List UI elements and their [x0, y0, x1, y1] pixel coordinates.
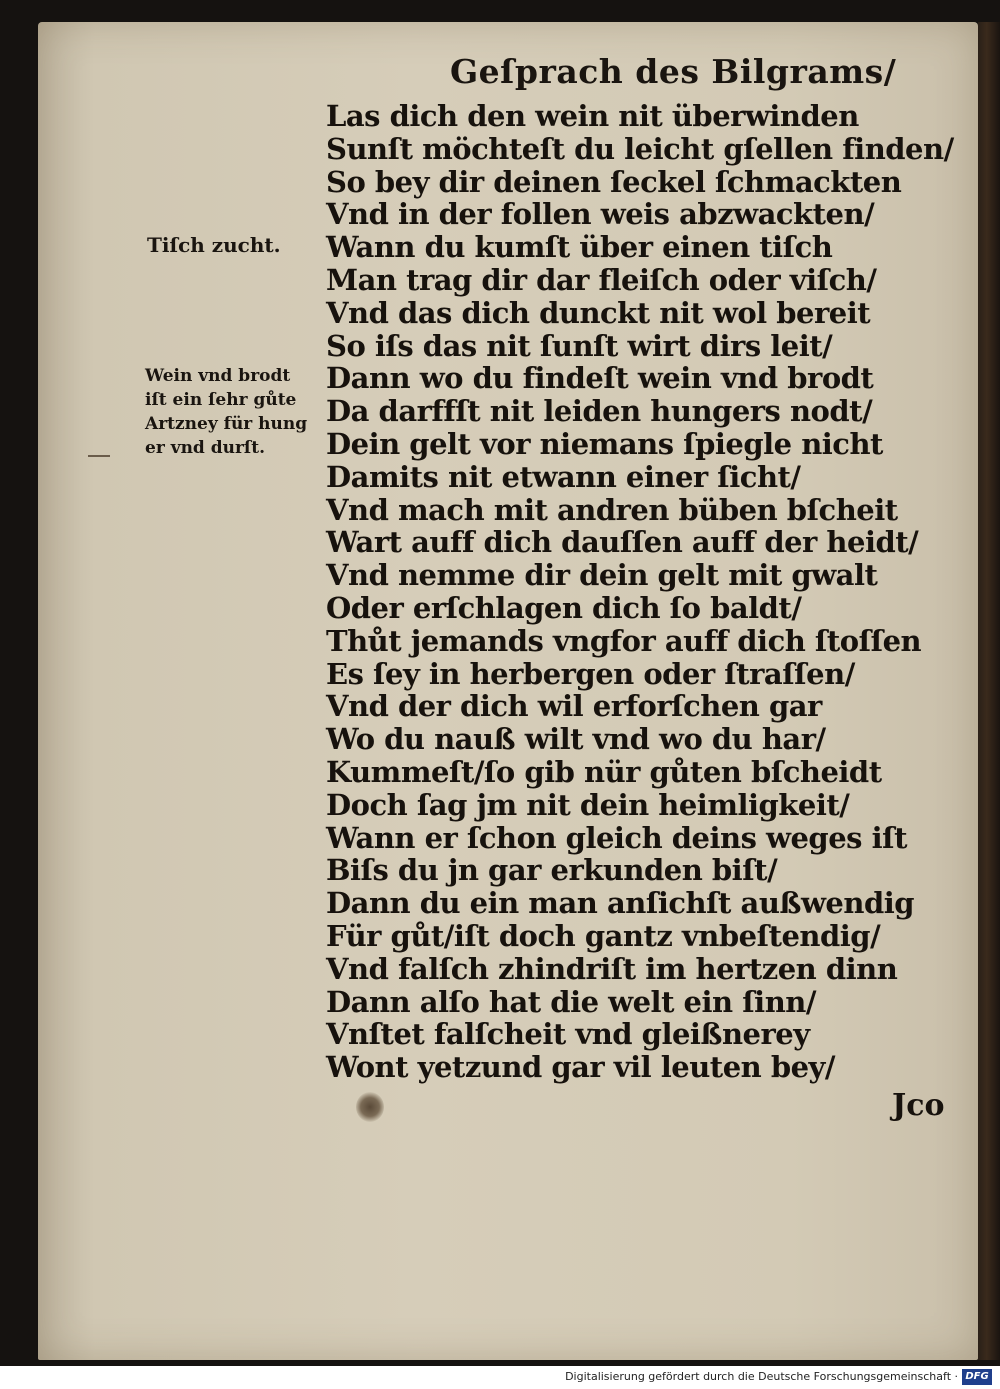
margin-mark — [88, 455, 110, 457]
verse-line: Man trag dir dar fleiſch oder viſch/ — [326, 262, 877, 297]
verse-line: Thůt jemands vngfor auff dich ſtoſſen — [326, 623, 922, 658]
verse-line: Dann wo du findeſt wein vnd brodt — [326, 361, 874, 396]
verse-line: Es ſey in herbergen oder ſtraſſen/ — [326, 656, 855, 691]
verse-line: Doch ſag jm nit dein heimligkeit/ — [326, 787, 850, 822]
verse-line: Vnſtet falſcheit vnd gleißnerey — [326, 1017, 810, 1052]
marginal-line: Wein vnd brodt — [145, 366, 291, 386]
verse-line: Vnd falſch zhindriſt im hertzen dinn — [326, 951, 898, 986]
verse-line: Dann du ein man anſichſt außwendig — [326, 886, 915, 921]
book-binding-edge — [978, 22, 1000, 1360]
verse-line: Wann er ſchon gleich deins weges iſt — [326, 820, 907, 855]
ink-stain — [356, 1092, 384, 1122]
verse-line: Wo du nauß wilt vnd wo du har/ — [326, 722, 826, 757]
verse-line: Vnd in der follen weis abzwackten/ — [326, 197, 875, 232]
verse-line: Vnd nemme dir dein gelt mit gwalt — [326, 558, 878, 593]
marginal-line: er vnd durſt. — [145, 438, 266, 458]
verse-line: Vnd der dich wil erforſchen gar — [326, 689, 822, 724]
verse-line: Für gůt/iſt doch gantz vnbeſtendig/ — [326, 918, 881, 953]
verse-line: Kummeſt/ſo gib nür gůten bſcheidt — [326, 754, 882, 789]
verse-line: So iſs das nit ſunſt wirt dirs leit/ — [326, 328, 833, 363]
verse-line: Wart auff dich dauſſen auff der heidt/ — [326, 525, 919, 560]
verse-line: Dein gelt vor niemans ſpiegle nicht — [326, 426, 883, 461]
marginal-note-tischzucht: Tiſch zucht. — [147, 233, 281, 257]
footer-bar — [0, 1366, 1000, 1389]
verse-line: Las dich den wein nit überwinden — [326, 99, 859, 133]
verse-text — [326, 100, 954, 1084]
verse-line: Vnd mach mit andren büben bſcheit — [326, 492, 898, 527]
marginal-line: iſt ein ſehr gůte — [145, 390, 297, 410]
verse-line: Vnd das dich dunckt nit wol bereit — [326, 295, 871, 330]
verse-line: So bey dir deinen ſeckel ſchmackten — [326, 164, 902, 199]
verse-line: Da darffſt nit leiden hungers nodt/ — [326, 394, 873, 429]
running-head: Geſprach des Bilgrams/ — [450, 52, 897, 91]
verse-line: Sunſt möchteſt du leicht gſellen finden/ — [326, 131, 954, 166]
footer-credit: Digitalisierung gefördert durch die Deutsche Forschungsgemeinschaft · — [565, 1370, 958, 1383]
verse-line: Wann du kumſt über einen tiſch — [326, 230, 833, 265]
verse-line: Oder erſchlagen dich ſo baldt/ — [326, 590, 802, 625]
verse-line: Wont yetzund gar vil leuten bey/ — [326, 1050, 836, 1085]
verse-line: Dann alſo hat die welt ein ſinn/ — [326, 984, 816, 1019]
marginal-line: Artzney für hung — [145, 414, 308, 434]
verse-line: Damits nit etwann einer ſicht/ — [326, 459, 801, 494]
marginal-note-wein — [145, 364, 307, 460]
verse-line: Biſs du jn gar erkunden biſt/ — [326, 853, 778, 888]
catchword: Jco — [892, 1088, 945, 1123]
dfg-logo: DFG — [962, 1369, 992, 1385]
